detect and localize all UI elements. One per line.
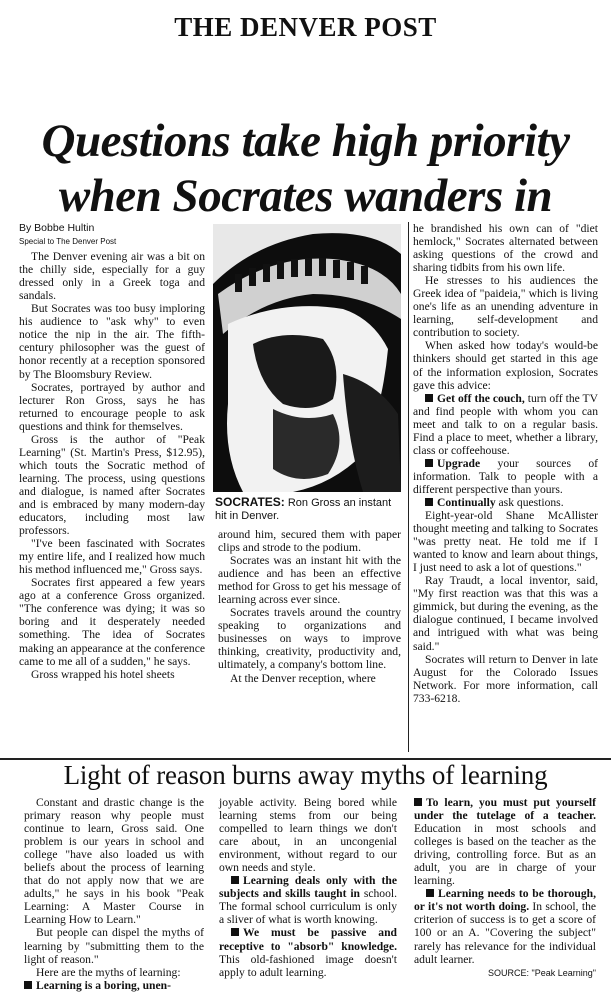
article-paragraph: The Denver evening air was a bit on the chilly side, especially for a guy dressed only in a Greek toga and sandals. bbox=[19, 250, 205, 303]
article-paragraph: Socrates first appeared a few years ago at a conference Gross organized. "The conference was dying; it was so boring and it desperately needed something. The idea of Socrates making an appearance at the conference came to me all of a sudden," he says. bbox=[19, 576, 205, 668]
bullet-square-icon bbox=[231, 876, 239, 884]
advice-lead: Get off the couch, bbox=[437, 391, 525, 405]
myth-text: Learning is a boring, unen- bbox=[36, 978, 171, 992]
sidebar-paragraph: Constant and drastic change is the primary reason why people must continue to learn, Gross said. One problem is our years in school and college "have also loaded us with beliefs about the process of learning that do not apply now that we are adults," he says in his book "Peak Learning: A Master Course in Learning How to Learn." bbox=[24, 796, 204, 927]
advice-lead: Upgrade bbox=[437, 456, 481, 470]
article-paragraph: Eight-year-old Shane McAllister thought meeting and talking to Socrates "was pretty neat. He told me if I wanted to know and learn about things, I just need to ask a lot of questions." bbox=[413, 509, 598, 575]
article-paragraph: he brandished his own can of "diet hemlock," Socrates alternated between asking questions of the crowd and sharing tidbits from his own life. bbox=[413, 222, 598, 275]
bullet-square-icon bbox=[425, 459, 433, 467]
advice-text: your sources of information. Talk to people with a different perspective than yours. bbox=[413, 456, 598, 496]
advice-item bbox=[413, 392, 598, 457]
sidebar-paragraph: But people can dispel the myths of learning by "submitting them to the light of reason." bbox=[24, 926, 204, 966]
bullet-square-icon bbox=[426, 889, 434, 897]
masthead: THE DENVER POST bbox=[174, 12, 437, 42]
advice-item bbox=[413, 457, 598, 496]
article-paragraph: But Socrates was too busy imploring his audience to "ask why" to even notice the nip in the air. The fifth-century philosopher was the guest of honor recently at a reception sponsored by The Bloomsbury Review. bbox=[19, 302, 205, 381]
sidebar-paragraph: joyable activity. Being bored while learning stems from our being compelled to learn things we don't care about, in an uncongenial environment, without regard to our own needs and style. bbox=[219, 796, 397, 875]
source-credit: SOURCE: "Peak Learning" bbox=[488, 967, 596, 978]
myth-bold: Learning deals only with the subjects and skills taught in bbox=[219, 874, 397, 901]
advice-lead: Continually bbox=[437, 495, 496, 509]
advice-text: ask questions. bbox=[495, 495, 564, 509]
bullet-square-icon bbox=[414, 798, 422, 806]
article-paragraph: Socrates was an instant hit with the audience and has been an effective method for Gross to get his message of learning across ever since. bbox=[218, 554, 401, 607]
myth-item bbox=[219, 926, 397, 978]
article-paragraph: At the Denver reception, where bbox=[230, 671, 376, 685]
caption-label: SOCRATES: bbox=[215, 495, 285, 509]
article-column-2 bbox=[218, 528, 401, 685]
sidebar-column-3 bbox=[414, 796, 596, 980]
article-paragraph: Socrates will return to Denver in late August for the Colorado Issues Network. For more information, call 733-6218. bbox=[413, 652, 598, 705]
article-paragraph: When asked how today's would-be thinkers should get started in this age of the information explosion, Socrates gave this advice: bbox=[413, 339, 598, 392]
myth-text: school. The formal school curriculum is only a sliver of what is worth knowing. bbox=[219, 887, 397, 927]
myth-text: This old-fashioned image doesn't apply to adult learning. bbox=[219, 952, 397, 979]
sidebar-column-2 bbox=[219, 796, 397, 979]
column-divider bbox=[408, 222, 409, 752]
article-column-3 bbox=[413, 222, 598, 705]
article-paragraph: He stresses to his audiences the Greek idea of "paideia," which is living one's life as an unending adventure in learning, self-development and contribution to society. bbox=[413, 274, 598, 340]
article-paragraph: Socrates travels around the country speaking to organizations and businesses on ways to improve thinking, creativity, productivity and, ultimately, a company's bottom line. bbox=[218, 606, 401, 672]
myth-bold: We must be passive and receptive to "absorb" knowledge. bbox=[219, 926, 397, 953]
article-paragraph: around him, secured them with paper clips and strode to the podium. bbox=[218, 528, 401, 555]
sidebar-column-1 bbox=[24, 796, 204, 992]
article-paragraph: Ray Traudt, a local inventor, said, "My first reaction was that this was a gimmick, but during the evening, as the dialogue continued, I became involved and intrigued with what was being said." bbox=[413, 574, 598, 653]
myth-text: Education in most schools and colleges is based on the teacher as the driving, controlling force. But as an adult, you are in charge of your learning. bbox=[414, 822, 596, 888]
byline-credit: Special to The Denver Post bbox=[19, 237, 117, 247]
bullet-square-icon bbox=[24, 981, 32, 989]
socrates-photo-image bbox=[213, 224, 401, 492]
article-paragraph: Gross is the author of "Peak Learning" (St. Martin's Press, $12.95), which touts the Socratic method of learning. The process, using questions and dialogue, is named after Socrates and is embraced by many modern-day educators, including most law professors. bbox=[19, 432, 205, 538]
headline-line-2: when Socrates wanders in bbox=[58, 170, 553, 222]
myth-text: In school, the criterion of success is to get a score of 100 or an A. "Covering the subject" rarely has relevance for the individual adult learner. bbox=[414, 900, 597, 966]
article-paragraph: Socrates, portrayed by author and lecturer Ron Gross, says he has returned to encourage people to ask questions and think for themselves. bbox=[19, 380, 205, 433]
sidebar-paragraph: Here are the myths of learning: bbox=[36, 965, 181, 979]
article-column-1 bbox=[19, 222, 205, 681]
advice-item bbox=[413, 496, 598, 509]
myth-bold: Learning needs to be thorough, or it's not worth doing. bbox=[414, 887, 596, 914]
headline-line-1: Questions take high priority bbox=[41, 115, 570, 167]
myth-item bbox=[414, 796, 596, 887]
byline-author: By Bobbe Hultin bbox=[19, 222, 95, 234]
article-paragraph: "I've been fascinated with Socrates my entire life, and I realized how much his method influenced me," Gross says. bbox=[19, 537, 205, 577]
myth-bold: To learn, you must put yourself under the tutelage of a teacher. bbox=[414, 796, 596, 823]
myth-item bbox=[414, 887, 596, 965]
article-paragraph: Gross wrapped his hotel sheets bbox=[31, 667, 175, 681]
bullet-square-icon bbox=[231, 928, 239, 936]
sidebar-headline: Light of reason burns away myths of learning bbox=[63, 760, 548, 790]
advice-text: turn off the TV and find people with whom you can meet and talk to on a regular basis. Find a place to meet, whether a library, class or coffeehouse. bbox=[413, 391, 598, 457]
bullet-square-icon bbox=[425, 394, 433, 402]
socrates-photo bbox=[213, 224, 401, 492]
myth-item bbox=[24, 979, 204, 992]
bullet-square-icon bbox=[425, 498, 433, 506]
myth-item bbox=[219, 874, 397, 926]
caption-text: Ron Gross an instant hit in Denver. bbox=[215, 497, 392, 522]
photo-caption bbox=[215, 496, 401, 523]
